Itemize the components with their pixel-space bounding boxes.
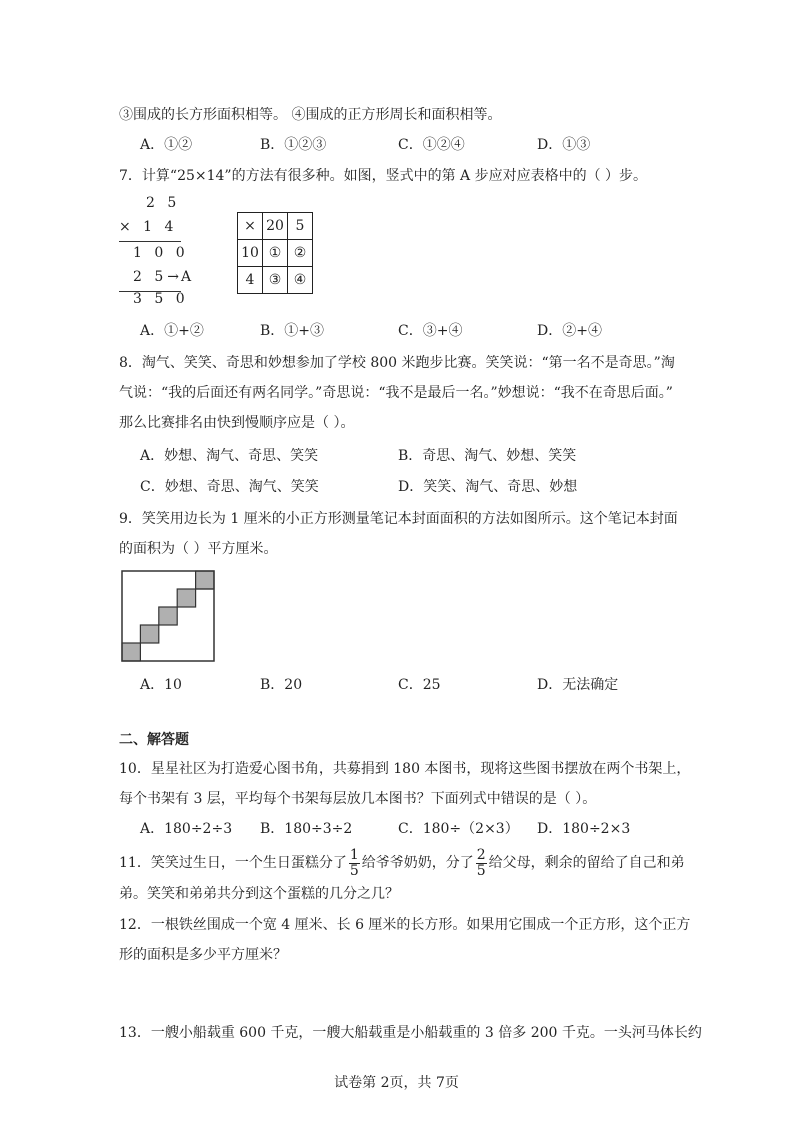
q7-option-d: D．②+④ (537, 323, 602, 339)
table-cell: 10 (238, 240, 263, 267)
q8-line: 气说：“我的后面还有两名同学。”奇思说：“我不是最后一名。”妙想说：“我不在奇思后面。” (119, 385, 673, 401)
table-cell: ② (288, 240, 313, 267)
table-cell: × (238, 213, 263, 240)
calc-step-label: A (181, 269, 192, 285)
calc-multiplier: × 1 4 (119, 219, 178, 235)
q11-line (119, 846, 685, 880)
section-heading: 二、解答题 (119, 732, 189, 748)
q10-option-b: B．180÷3÷2 (260, 821, 353, 837)
q6-option-b: B．①②③ (260, 137, 327, 153)
q7-option-a: A．①+② (140, 323, 204, 339)
table-cell: 5 (288, 213, 313, 240)
table-cell: 4 (238, 267, 263, 294)
calc-partial-1: 1 0 0 (133, 245, 189, 261)
q10-line: 每个书架有 3 层，平均每个书架每层放几本图书？下面列式中错误的是（ ）。 (119, 791, 597, 807)
arrow-icon: → (167, 269, 179, 285)
fraction (476, 848, 487, 879)
unit-square (196, 571, 214, 589)
q10-option-d: D．180÷2×3 (537, 821, 631, 837)
unit-square (159, 607, 177, 625)
q12-line: 12．一根铁丝围成一个宽 4 厘米、长 6 厘米的长方形。如果用它围成一个正方形，这个正方 (119, 917, 691, 933)
q9-option-d: D．无法确定 (537, 677, 619, 693)
unit-square (177, 589, 195, 607)
table-cell: ③ (263, 267, 288, 294)
q7-option-c: C．③+④ (398, 323, 463, 339)
q9-option-b: B．20 (260, 677, 303, 693)
calc-partial-2: 2 5 (133, 269, 168, 285)
table-cell: ① (263, 240, 288, 267)
multiplication-table (237, 212, 313, 294)
q8-line: 8．淘气、笑笑、奇思和妙想参加了学校 800 米跑步比赛。笑笑说：“第一名不是奇思。”淘 (119, 355, 675, 371)
unit-square (122, 643, 140, 661)
q6-option-a: A．①② (140, 137, 193, 153)
q11-text: 11．笑笑过生日，一个生日蛋糕分了 (119, 855, 347, 871)
q8-line: 那么比赛排名由快到慢顺序应是（ ）。 (119, 415, 355, 431)
table-cell: ④ (288, 267, 313, 294)
q11-text: 给父母，剩余的留给了自己和弟 (488, 855, 685, 871)
q13-line: 13．一艘小船载重 600 千克，一艘大船载重是小船载重的 3 倍多 200 千克。一头河马体长约 (119, 1025, 702, 1041)
q8-option-d: D．笑笑、淘气、奇思、妙想 (398, 479, 578, 495)
denominator: 5 (349, 862, 359, 879)
table-cell: 20 (263, 213, 288, 240)
q9-line: 9．笑笑用边长为 1 厘米的小正方形测量笔记本封面面积的方法如图所示。这个笔记本封面 (119, 511, 678, 527)
unit-square (140, 625, 158, 643)
q8-option-a: A．妙想、淘气、奇思、笑笑 (140, 448, 319, 464)
q11-text: 给爷爷奶奶，分了 (361, 855, 474, 871)
vertical-multiplication (119, 195, 209, 305)
page-footer: 试卷第 2页，共 7页 (334, 1075, 459, 1091)
q9-option-a: A．10 (140, 677, 182, 693)
notebook-cover-figure (121, 570, 217, 664)
q8-option-c: C．妙想、奇思、淘气、笑笑 (140, 479, 319, 495)
q7-stem: 7．计算“25×14”的方法有很多种。如图，竖式中的第 A 步应对应表格中的（ ）步。 (119, 168, 648, 184)
denominator: 5 (476, 862, 486, 879)
calc-multiplicand: 2 5 (146, 195, 181, 211)
numerator: 2 (476, 846, 486, 863)
q9-line: 的面积为（ ）平方厘米。 (119, 541, 278, 557)
q6-tail: ③围成的长方形面积相等。 ④围成的正方形周长和面积相等。 (119, 107, 502, 123)
q9-option-c: C．25 (398, 677, 441, 693)
q10-line: 10．星星社区为打造爱心图书角，共募捐到 180 本图书，现将这些图书摆放在两个书架上， (119, 761, 691, 777)
q6-option-d: D．①③ (537, 137, 591, 153)
q10-option-a: A．180÷2÷3 (140, 821, 233, 837)
q10-option-c: C．180÷（2×3） (398, 821, 519, 837)
q8-option-b: B．奇思、淘气、妙想、笑笑 (398, 448, 577, 464)
q6-option-c: C．①②④ (398, 137, 465, 153)
q11-line: 弟。笑笑和弟弟共分到这个蛋糕的几分之几？ (119, 886, 399, 902)
calc-result: 3 5 0 (133, 291, 189, 307)
q7-option-b: B．①+③ (260, 323, 325, 339)
fraction (349, 848, 360, 879)
numerator: 1 (349, 846, 359, 863)
q12-line: 形的面积是多少平方厘米？ (119, 947, 287, 963)
